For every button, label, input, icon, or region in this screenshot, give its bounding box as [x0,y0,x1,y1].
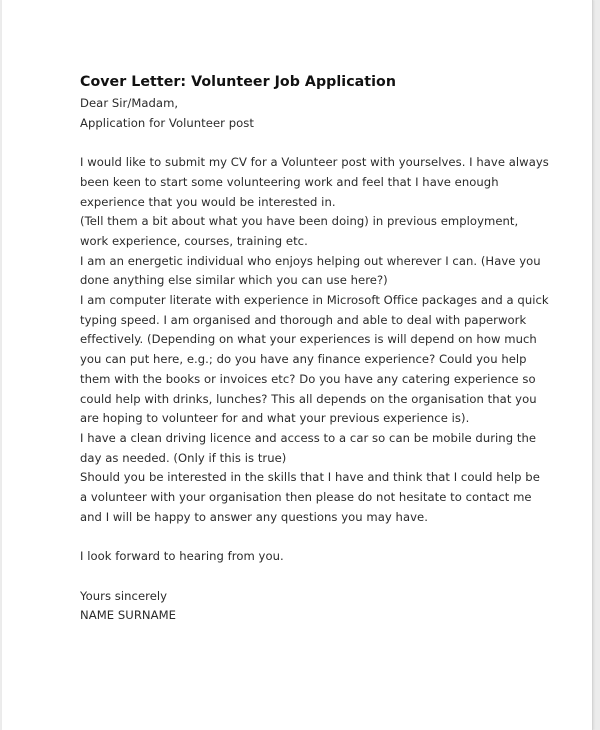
body-line: a volunteer with your organisation then please do not hesitate to contact me [80,490,532,505]
letter-content [80,72,550,626]
body-line: them with the books or invoices etc? Do you have any catering experience so [80,371,536,386]
paragraph-gap [80,133,550,153]
body-line: day as needed. (Only if this is true) [80,450,287,465]
body-line: (Tell them a bit about what you have been doing) in previous employment, [80,214,519,229]
body-line: done anything else similar which you can use here?) [80,273,388,288]
closing-line: I look forward to hearing from you. [80,549,284,564]
body-line: I am an energetic individual who enjoys helping out wherever I can. (Have you [80,253,541,268]
body-line: I am computer literate with experience in Microsoft Office packages and a quick [80,293,549,308]
body-line: been keen to start some volunteering work and feel that I have enough [80,174,499,189]
subject-line: Application for Volunteer post [80,115,254,130]
body-line: could help with drinks, lunches? This all depends on the organisation that you [80,391,537,406]
body-line: I would like to submit my CV for a Volunteer post with yourselves. I have always [80,155,549,170]
body-line: and I will be happy to answer any questions you may have. [80,509,428,524]
body-line: typing speed. I am organised and thorough and able to deal with paperwork [80,312,527,327]
sign-off: Yours sincerely [80,588,168,603]
body-line: are hoping to volunteer for and what your previous experience is). [80,411,470,426]
document-page [2,0,593,730]
paragraph-gap [80,527,550,547]
body-line: effectively. (Depending on what your experiences is will depend on how much [80,332,537,347]
salutation: Dear Sir/Madam, [80,96,179,110]
body-line: Should you be interested in the skills that I have and think that I could help be [80,470,540,485]
body-line: work experience, courses, training etc. [80,233,308,248]
letter-title: Cover Letter: Volunteer Job Application [80,74,396,90]
signature-name: NAME SURNAME [80,608,177,623]
body-line: I have a clean driving licence and access to a car so can be mobile during the [80,430,537,445]
body-line: experience that you would be interested in. [80,194,336,209]
paragraph-gap [80,567,550,587]
body-line: you can put here, e.g.; do you have any finance experience? Could you help [80,352,527,367]
letter-body [80,153,550,527]
